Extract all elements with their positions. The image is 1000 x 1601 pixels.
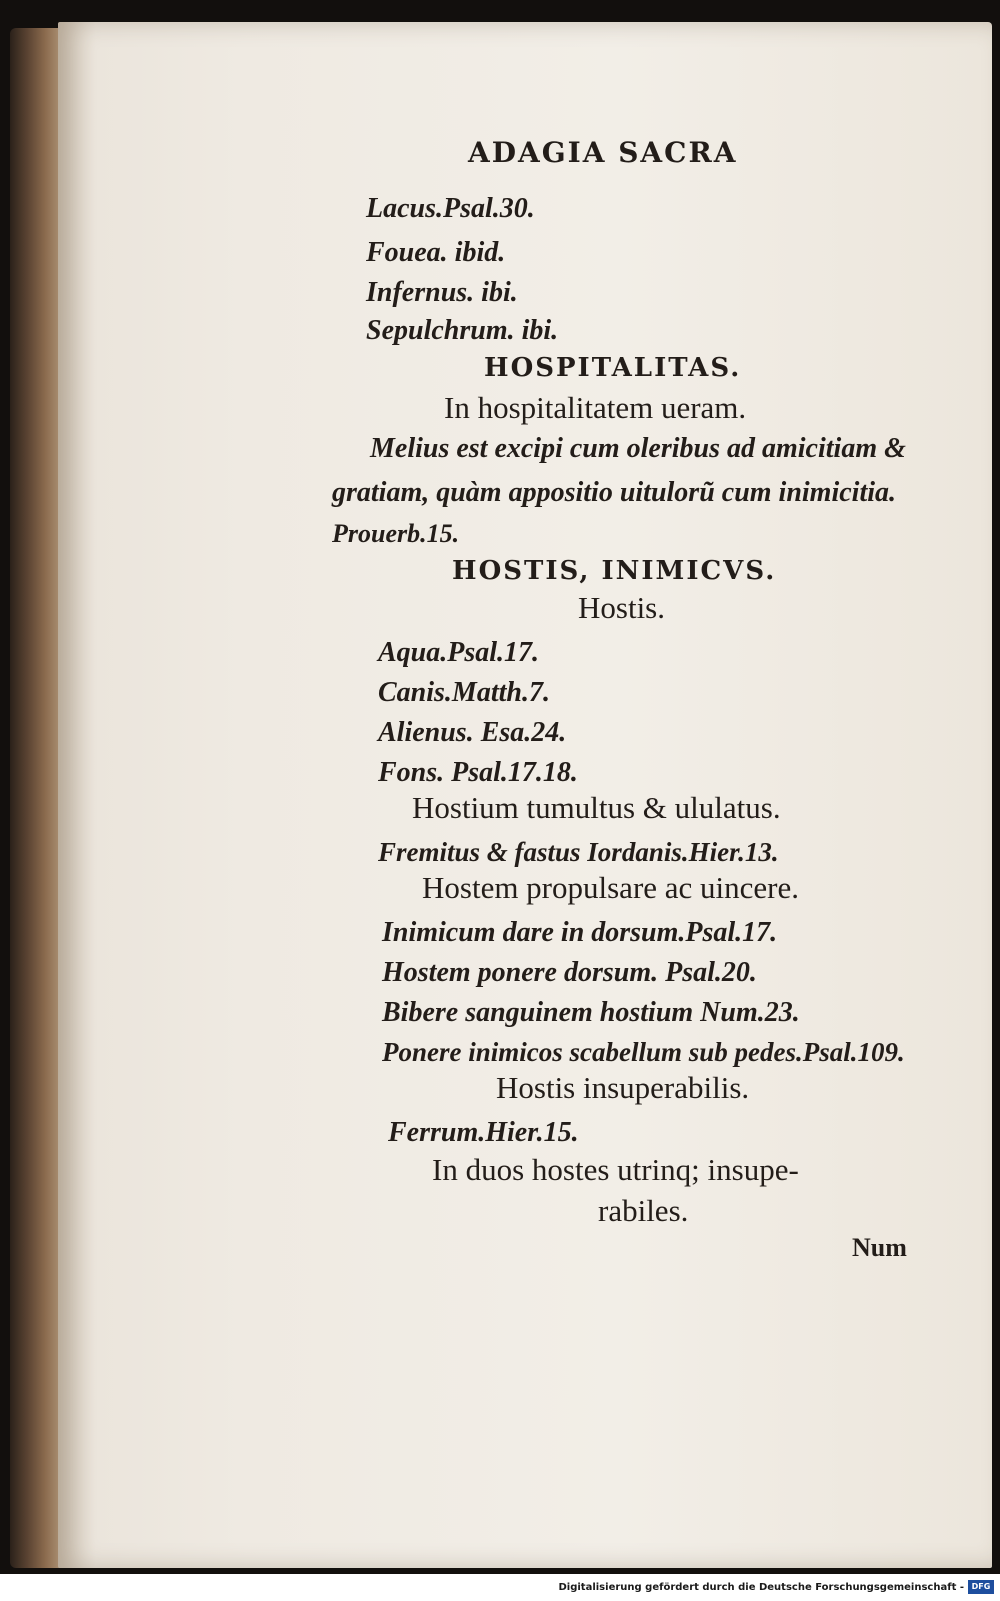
subheading: In duos hostes utrinq; insupe- xyxy=(432,1152,799,1187)
text-line: Ponere inimicos scabellum sub pedes.Psal.109. xyxy=(382,1037,905,1067)
subheading: rabiles. xyxy=(598,1193,689,1228)
section-heading: HOSTIS, INIMICVS. xyxy=(452,556,777,586)
dfg-logo: DFG xyxy=(968,1580,994,1594)
catchword: Num xyxy=(852,1233,907,1262)
text-line: Aqua.Psal.17. xyxy=(378,637,540,668)
text-line: Canis.Matth.7. xyxy=(378,677,550,708)
text-line: Alienus. Esa.24. xyxy=(378,717,567,748)
subheading: In hospitalitatem ueram. xyxy=(444,390,747,425)
text-line: gratiam, quàm appositio uitulorũ cum inimicitia. xyxy=(332,477,897,508)
text-line: Sepulchrum. ibi. xyxy=(366,315,559,346)
text-line: Infernus. ibi. xyxy=(366,277,518,308)
section-heading: HOSPITALITAS. xyxy=(484,353,742,383)
running-head: ADAGIA SACRA xyxy=(468,136,738,169)
subheading: Hostem propulsare ac uincere. xyxy=(422,870,800,905)
footer-credit: Digitalisierung gefördert durch die Deutsche Forschungsgemeinschaft - xyxy=(558,1582,964,1593)
text-line: Melius est excipi cum oleribus ad amicitiam & xyxy=(370,433,906,464)
text-line: Ferrum.Hier.15. xyxy=(388,1117,579,1148)
text-line: Inimicum dare in dorsum.Psal.17. xyxy=(382,917,778,948)
text-line: Prouerb.15. xyxy=(332,519,460,548)
footer-bar xyxy=(0,1574,1000,1601)
subheading: Hostium tumultus & ululatus. xyxy=(412,790,781,825)
subheading: Hostis insuperabilis. xyxy=(496,1070,750,1105)
text-line: Hostem ponere dorsum. Psal.20. xyxy=(382,957,757,988)
subheading: Hostis. xyxy=(578,590,665,625)
text-line: Fremitus & fastus Iordanis.Hier.13. xyxy=(378,837,779,867)
text-line: Fons. Psal.17.18. xyxy=(378,757,578,788)
text-line: Lacus.Psal.30. xyxy=(366,193,535,224)
text-line: Fouea. ibid. xyxy=(366,237,506,268)
text-line: Bibere sanguinem hostium Num.23. xyxy=(382,997,800,1028)
